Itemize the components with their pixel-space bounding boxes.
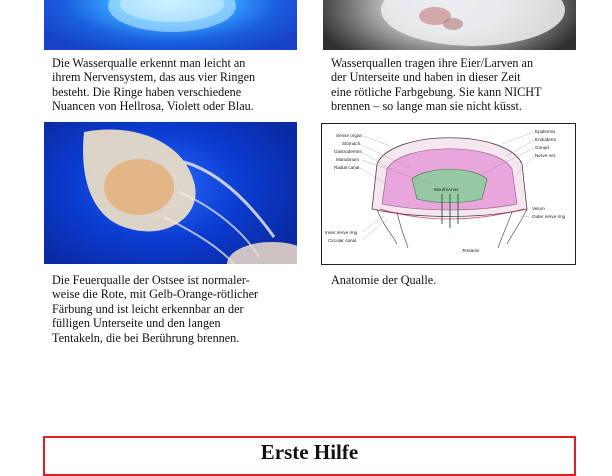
jellyfish-bell-graphic	[323, 0, 576, 50]
label-mouth-anus: Mouth/Anus	[434, 187, 459, 192]
label-inner-nerve-ring: Inner nerve ring	[325, 230, 358, 235]
caption-fire-jellyfish: Die Feuerqualle der Ostsee ist normaler- weise die Rote, mit Gelb-Orange-rötlicher Färbung und ist leicht erkennbar an der fülligen Unterseite und den langen Tentakeln, die bei Berührung brennen.	[52, 273, 259, 345]
label-gastrodermis: Gastrodermis	[334, 149, 362, 154]
label-velum: Velum	[532, 206, 545, 211]
caption-anatomy: Anatomie der Qualle.	[331, 273, 437, 287]
label-outer-nerve-ring: Outer nerve ring	[532, 214, 566, 219]
first-aid-title: Erste Hilfe	[260, 440, 359, 464]
lions-mane-jellyfish-photo	[44, 122, 297, 264]
label-circular-canal: Circular canal	[328, 238, 357, 243]
label-tentacle: Tentacle	[462, 248, 480, 253]
anatomy-illustration	[322, 124, 575, 264]
jellyfish-body-graphic	[44, 122, 297, 264]
moon-jellyfish-photo	[44, 0, 297, 50]
jellyfish-anatomy-diagram	[321, 123, 576, 265]
first-aid-box	[43, 436, 576, 476]
label-manubrium: Manubrium	[336, 157, 359, 162]
label-nerve-net: Nerve net	[535, 153, 555, 158]
caption-jellyfish-larvae: Wasserquallen tragen ihre Eier/Larven an der Unterseite und haben in dieser Zeit eine rötliche Farbgebung. Sie kann NICHT brennen – so lange man sie nicht küsst.	[331, 56, 542, 114]
label-epidermis: Epidermis	[535, 129, 556, 134]
jellyfish-larvae-photo	[323, 0, 576, 50]
label-gonad: Gonad	[535, 145, 549, 150]
jellyfish-bell-graphic	[44, 0, 297, 50]
label-stomach: Stomach	[342, 141, 361, 146]
label-radial-canal: Radial canal	[334, 165, 360, 170]
caption-moon-jellyfish: Die Wasserqualle erkennt man leicht an ihrem Nervensystem, das aus vier Ringen besteht. Die Ringe haben verschiedene Nuancen von Hellrosa, Violett oder Blau.	[52, 56, 256, 114]
label-endoderm: Endoderm	[535, 137, 557, 142]
label-sense-organ: Sense organ	[336, 133, 363, 138]
